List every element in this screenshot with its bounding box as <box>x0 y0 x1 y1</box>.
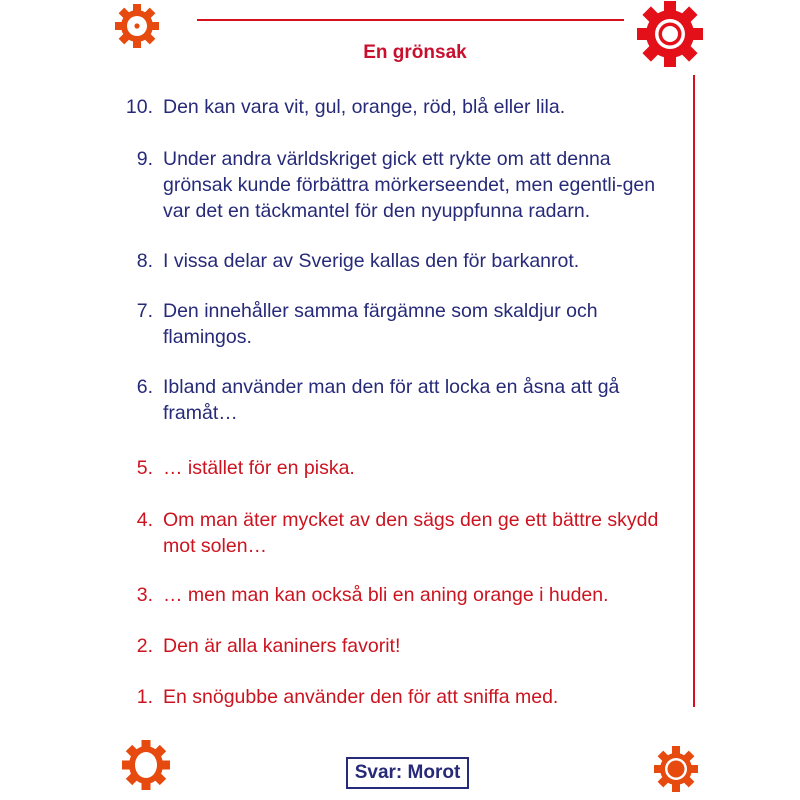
clue-text: I vissa delar av Sverige kallas den för barkanrot. <box>163 250 580 272</box>
clue-number: 10. <box>125 96 153 118</box>
top-divider <box>197 19 624 21</box>
clue-text: En snögubbe använder den för att sniffa med. <box>163 686 559 708</box>
clue-text: Den innehåller samma färgämne som skaldjur och flamingos. <box>163 300 598 348</box>
clue-7 <box>120 298 680 350</box>
clue-text: … men man kan också bli en aning orange i huden. <box>163 584 609 606</box>
clue-8 <box>120 248 680 274</box>
clue-number: 3. <box>136 584 153 606</box>
clue-2 <box>120 633 680 659</box>
gear-filled-center-icon <box>652 744 700 794</box>
clue-number: 9. <box>136 148 153 170</box>
clue-6 <box>120 374 680 426</box>
clue-4 <box>120 507 680 559</box>
clue-number: 4. <box>136 509 153 531</box>
clue-text: Den kan vara vit, gul, orange, röd, blå eller lila. <box>163 96 566 118</box>
clue-text: … istället för en piska. <box>163 457 355 479</box>
clue-text: Under andra världskriget gick ett rykte om att denna grönsak kunde förbättra mörkerseendet, men egentli-gen var det en täckmantel för den nyuppfunna radarn. <box>163 148 656 222</box>
clue-5 <box>120 455 680 481</box>
side-divider <box>693 75 695 707</box>
answer-box: Svar: Morot <box>346 757 469 789</box>
clue-9 <box>120 146 680 224</box>
clue-text: Ibland använder man den för att locka en åsna att gå framåt… <box>163 376 620 424</box>
gear-hollow-icon <box>120 738 172 792</box>
clue-number: 7. <box>136 300 153 322</box>
clue-3 <box>120 582 680 608</box>
clue-text: Om man äter mycket av den sägs den ge ett bättre skydd mot solen… <box>163 509 659 557</box>
clue-number: 1. <box>136 686 153 708</box>
clue-1 <box>120 684 680 710</box>
clue-number: 8. <box>136 250 153 272</box>
clue-number: 2. <box>136 635 153 657</box>
clue-number: 6. <box>136 376 153 398</box>
clue-10 <box>120 94 680 120</box>
clue-number: 5. <box>136 457 153 479</box>
page-title: En grönsak <box>363 42 467 63</box>
clue-text: Den är alla kaniners favorit! <box>163 635 401 657</box>
